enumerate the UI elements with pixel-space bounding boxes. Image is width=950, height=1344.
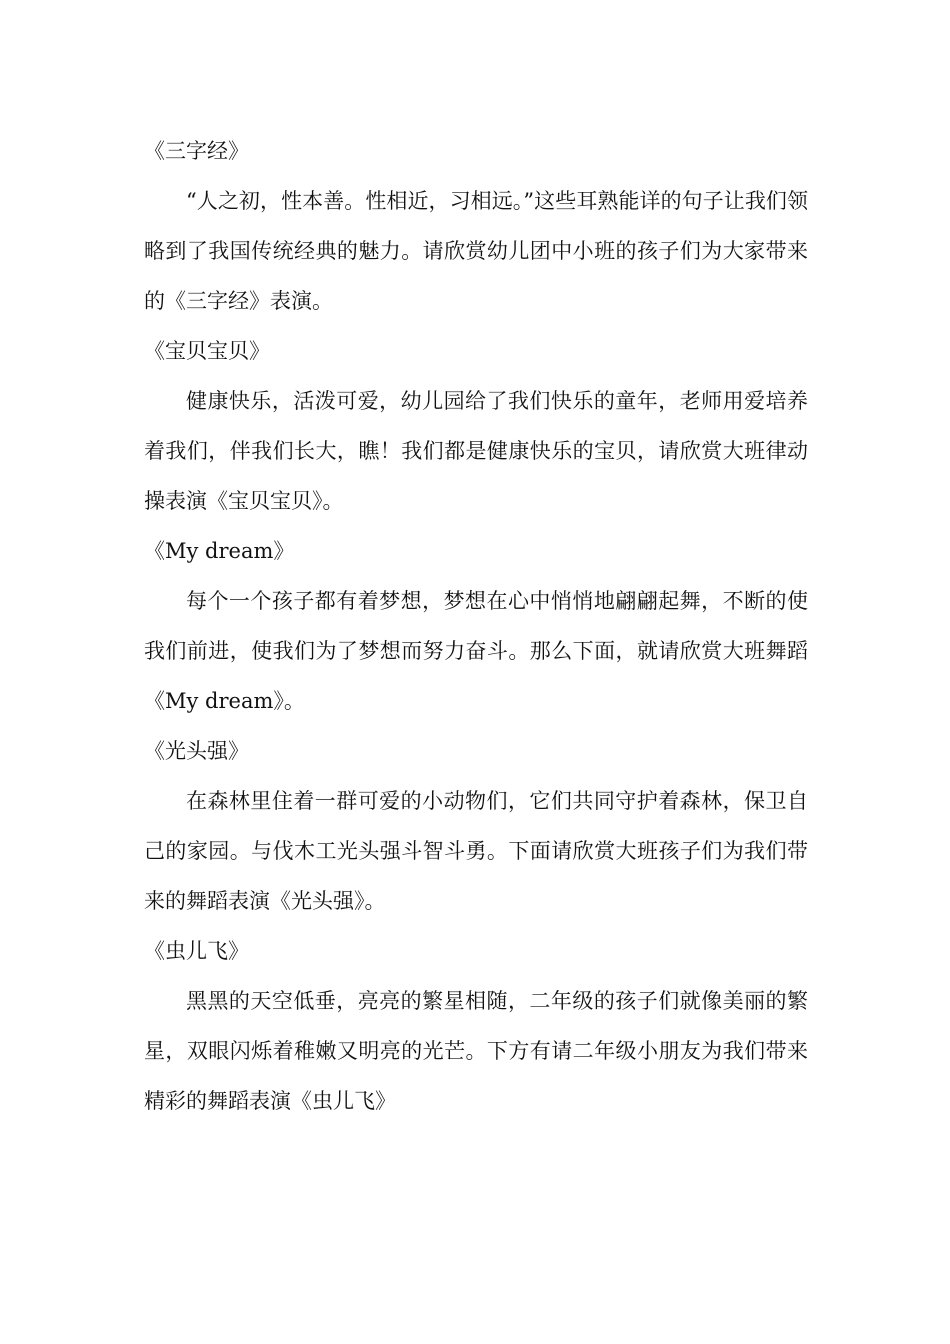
section-title-sanzijing: 《三字经》 bbox=[144, 139, 249, 163]
section-body-my-dream: 每个一个孩子都有着梦想，梦想在心中悄悄地翩翩起舞，不断的使我们前进，使我们为了梦想而努力奋斗。那么下面，就请欣赏大班舞蹈《My dream》。 bbox=[144, 589, 808, 713]
section-body-baobei: 健康快乐，活泼可爱，幼儿园给了我们快乐的童年，老师用爱培养着我们，伴我们长大，瞧！我们都是健康快乐的宝贝，请欣赏大班律动操表演《宝贝宝贝》。 bbox=[144, 389, 808, 513]
section-title-baobei: 《宝贝宝贝》 bbox=[144, 339, 270, 363]
section-body-chongerfei: 黑黑的天空低垂，亮亮的繁星相随，二年级的孩子们就像美丽的繁星，双眼闪烁着稚嫩又明亮的光芒。下方有请二年级小朋友为我们带来精彩的舞蹈表演《虫儿飞》 bbox=[144, 989, 808, 1113]
section-title-guangtouqiang: 《光头强》 bbox=[144, 739, 249, 763]
section-title-my-dream: 《My dream》 bbox=[144, 539, 295, 563]
section-body-guangtouqiang: 在森林里住着一群可爱的小动物们，它们共同守护着森林，保卫自己的家园。与伐木工光头强斗智斗勇。下面请欣赏大班孩子们为我们带来的舞蹈表演《光头强》。 bbox=[144, 789, 808, 913]
section-title-chongerfei: 《虫儿飞》 bbox=[144, 939, 249, 963]
section-body-sanzijing: “人之初，性本善。性相近，习相远。”这些耳熟能详的句子让我们领略到了我国传统经典的魅力。请欣赏幼儿团中小班的孩子们为大家带来的《三字经》表演。 bbox=[144, 189, 808, 313]
document-content bbox=[144, 126, 808, 1126]
